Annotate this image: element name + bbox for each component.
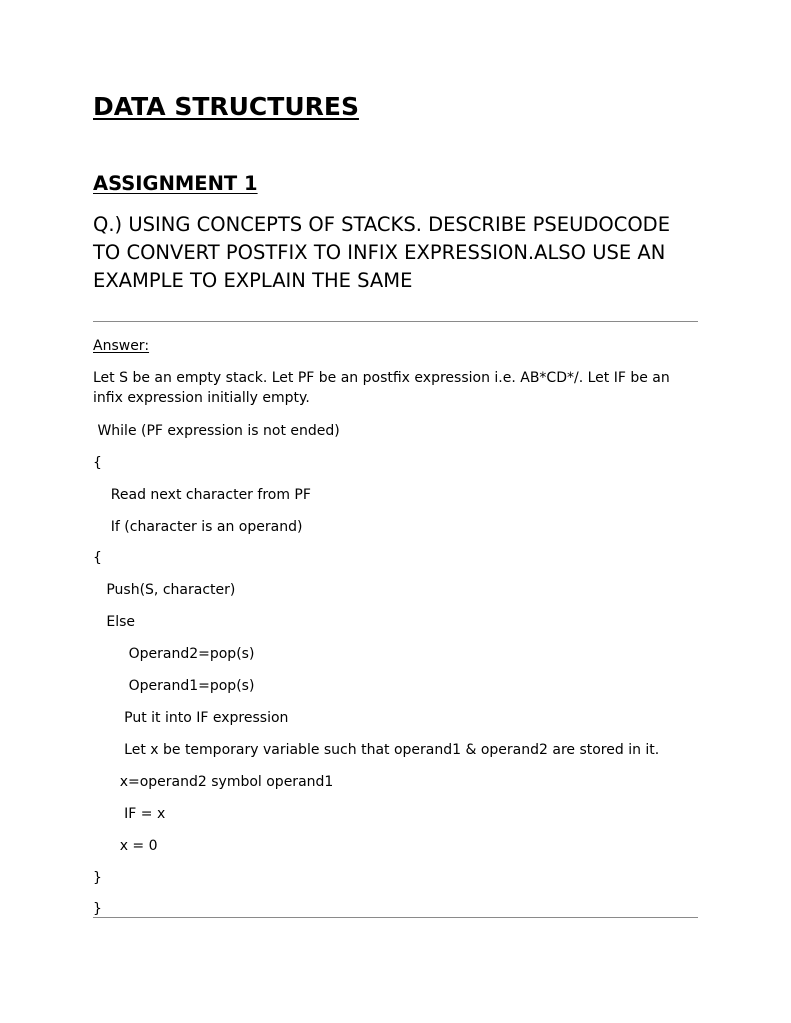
horizontal-rule-bottom: [93, 917, 698, 918]
code-line: Operand2=pop(s): [93, 646, 255, 662]
code-line: Else: [93, 614, 135, 630]
code-line: Read next character from PF: [93, 487, 311, 503]
code-line: {: [93, 550, 102, 566]
horizontal-rule-top: [93, 321, 698, 322]
code-line: IF = x: [93, 806, 166, 822]
assignment-heading: ASSIGNMENT 1: [93, 172, 258, 195]
code-line: x=operand2 symbol operand1: [93, 774, 334, 790]
answer-intro: Let S be an empty stack. Let PF be an postfix expression i.e. AB*CD*/. Let IF be an infix expression initially empty.: [93, 370, 670, 406]
code-line: While (PF expression is not ended): [93, 423, 340, 439]
code-line: }: [93, 901, 102, 917]
document-title: DATA STRUCTURES: [93, 92, 359, 121]
code-line: Let x be temporary variable such that operand1 & operand2 are stored in it.: [93, 742, 660, 758]
code-line: }: [93, 870, 102, 886]
code-line: If (character is an operand): [93, 519, 303, 535]
code-line: {: [93, 455, 102, 471]
code-line: Put it into IF expression: [93, 710, 289, 726]
code-line: Operand1=pop(s): [93, 678, 255, 694]
answer-label: Answer:: [93, 338, 150, 354]
code-line: Push(S, character): [93, 582, 236, 598]
question-text: Q.) USING CONCEPTS OF STACKS. DESCRIBE PSEUDOCODE TO CONVERT POSTFIX TO INFIX EXPRESSION.ALSO USE AN EXAMPLE TO EXPLAIN THE SAME: [93, 213, 671, 292]
code-line: x = 0: [93, 838, 158, 854]
